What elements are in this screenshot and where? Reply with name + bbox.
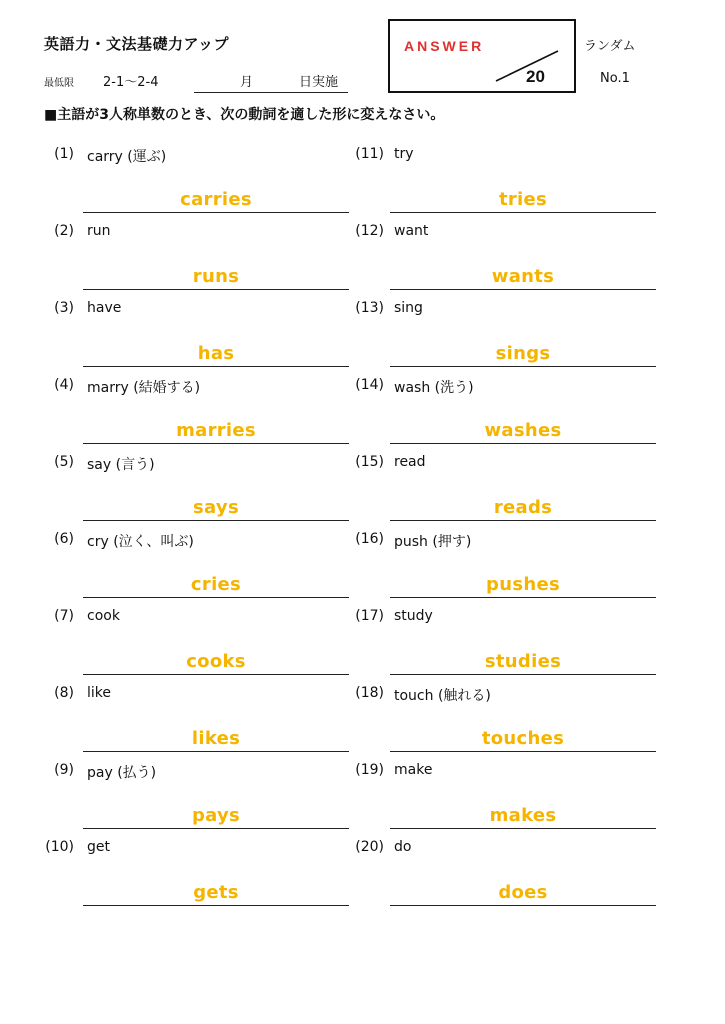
question-number: (13) xyxy=(355,300,384,316)
answer-word: marries xyxy=(176,420,256,441)
answer-line xyxy=(83,905,349,906)
answer-word: makes xyxy=(489,805,557,826)
answer-line xyxy=(390,520,656,521)
question-number: (20) xyxy=(355,839,384,855)
answer-line xyxy=(390,366,656,367)
answer-word: tries xyxy=(498,189,548,210)
question-number: (7) xyxy=(54,608,74,624)
question-number: (10) xyxy=(45,839,74,855)
answer-line xyxy=(83,597,349,598)
answer-word: likes xyxy=(191,728,241,749)
answer-word: says xyxy=(193,497,239,518)
answer-line xyxy=(390,443,656,444)
answer-word: wants xyxy=(491,266,555,287)
answer-line xyxy=(390,828,656,829)
answer-word: cries xyxy=(190,574,242,595)
date-underline xyxy=(194,92,348,93)
answer-line xyxy=(390,751,656,752)
answer-word: washes xyxy=(484,420,562,441)
answer-line xyxy=(83,289,349,290)
question-number: (5) xyxy=(54,454,74,470)
question-verb: cry (泣く、叫ぶ) xyxy=(87,534,194,550)
question-verb: say (言う) xyxy=(87,457,155,473)
question-number: (11) xyxy=(355,146,384,162)
question-number: (17) xyxy=(355,608,384,624)
question-verb: read xyxy=(394,454,426,470)
answer-word: studies xyxy=(484,651,562,672)
answer-word: has xyxy=(197,343,235,364)
level-label: 最低限 xyxy=(44,78,74,89)
question-number: (15) xyxy=(355,454,384,470)
answer-word: pays xyxy=(191,805,241,826)
question-number: (16) xyxy=(355,531,384,547)
answer-line xyxy=(390,905,656,906)
answer-word: touches xyxy=(481,728,565,749)
answer-line xyxy=(390,289,656,290)
question-verb: sing xyxy=(394,300,423,316)
answer-line xyxy=(83,751,349,752)
answer-label: ANSWER xyxy=(404,38,485,54)
question-number: (14) xyxy=(355,377,384,393)
question-verb: try xyxy=(394,146,414,162)
question-verb: marry (結婚する) xyxy=(87,380,201,396)
question-verb: want xyxy=(394,223,429,239)
question-verb: touch (触れる) xyxy=(394,688,491,704)
worksheet-title: 英語力・文法基礎力アップ xyxy=(44,35,229,53)
answer-word: cooks xyxy=(186,651,246,672)
question-verb: carry (運ぶ) xyxy=(87,149,167,165)
question-verb: do xyxy=(394,839,412,855)
question-number: (18) xyxy=(355,685,384,701)
answer-total: 20 xyxy=(526,67,545,86)
question-number: (4) xyxy=(54,377,74,393)
category-label: ランダム xyxy=(584,39,636,54)
answer-line xyxy=(83,828,349,829)
sheet-number: No.1 xyxy=(600,71,630,86)
question-number: (6) xyxy=(54,531,74,547)
question-verb: make xyxy=(394,762,433,778)
question-verb: like xyxy=(87,685,112,701)
question-number: (3) xyxy=(54,300,74,316)
instruction: ■主語が3人称単数のとき、次の動詞を適した形に変えなさい。 xyxy=(44,107,445,123)
answer-line xyxy=(390,674,656,675)
question-number: (2) xyxy=(54,223,74,239)
answer-line xyxy=(83,520,349,521)
answer-line xyxy=(83,674,349,675)
answer-score-box xyxy=(388,19,576,93)
question-number: (1) xyxy=(54,146,74,162)
answer-word: sings xyxy=(495,343,551,364)
answer-line xyxy=(83,443,349,444)
answer-line xyxy=(83,366,349,367)
day-label: 日実施 xyxy=(299,75,339,90)
month-label: 月 xyxy=(240,75,254,90)
answer-word: pushes xyxy=(486,574,560,595)
answer-word: reads xyxy=(493,497,553,518)
answer-word: carries xyxy=(180,189,252,210)
question-verb: have xyxy=(87,300,122,316)
answer-line xyxy=(83,212,349,213)
question-verb: run xyxy=(87,223,111,239)
question-verb: push (押す) xyxy=(394,534,472,550)
question-verb: pay (払う) xyxy=(87,765,157,781)
question-number: (19) xyxy=(355,762,384,778)
question-verb: get xyxy=(87,839,110,855)
answer-word: gets xyxy=(193,882,239,903)
answer-line xyxy=(390,212,656,213)
lesson-range: 2-1～2-4 xyxy=(103,75,159,90)
question-number: (9) xyxy=(54,762,74,778)
answer-word: does xyxy=(498,882,548,903)
question-number: (8) xyxy=(54,685,74,701)
question-verb: wash (洗う) xyxy=(394,380,474,396)
question-verb: study xyxy=(394,608,433,624)
question-verb: cook xyxy=(87,608,120,624)
answer-word: runs xyxy=(192,266,240,287)
question-number: (12) xyxy=(355,223,384,239)
score-slash xyxy=(490,47,560,87)
answer-line xyxy=(390,597,656,598)
